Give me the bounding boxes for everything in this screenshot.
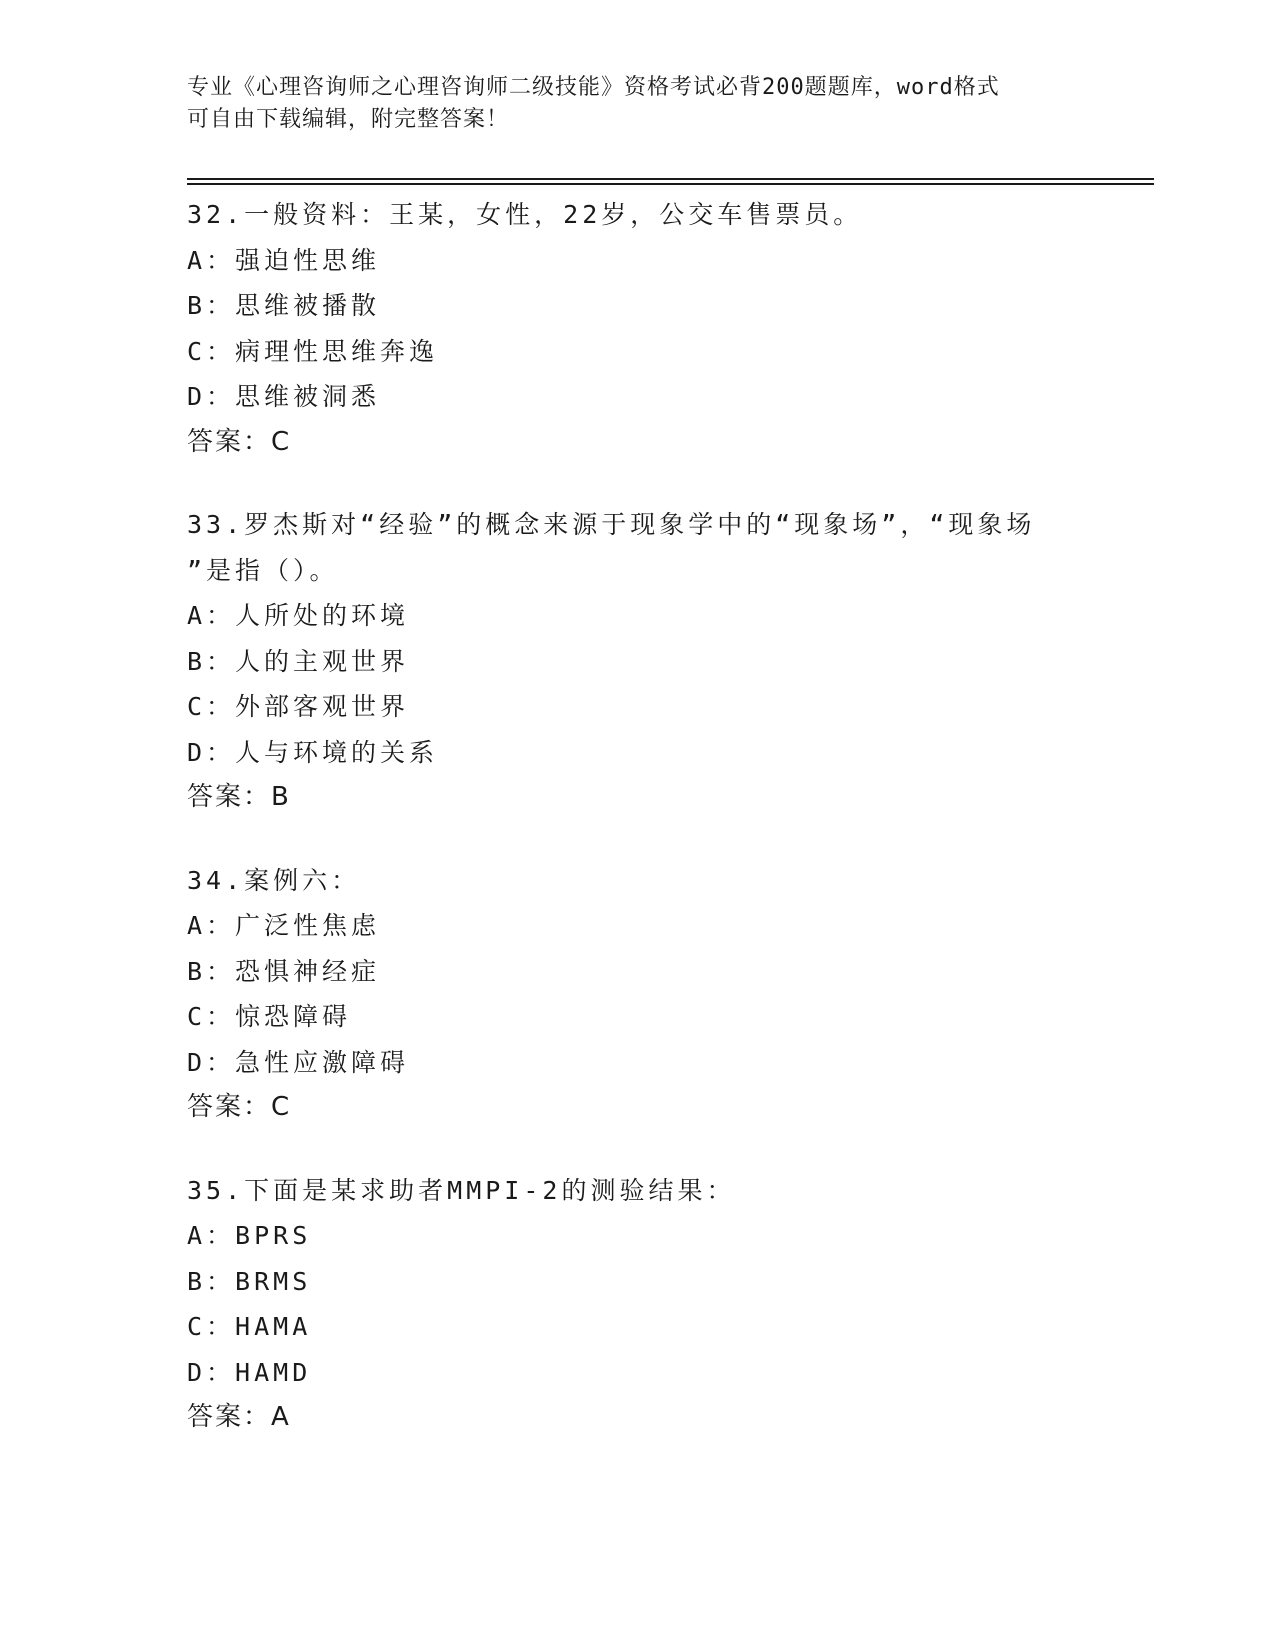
answer: 答案：A bbox=[187, 1402, 291, 1432]
option-c: C：惊恐障碍 bbox=[187, 1002, 352, 1031]
question-stem: 34.案例六： bbox=[187, 865, 361, 895]
question-35 bbox=[187, 1168, 1087, 1441]
option-c: C：病理性思维奔逸 bbox=[187, 336, 439, 366]
option-d: D：思维被洞悉 bbox=[187, 382, 381, 411]
question-stem: 33.罗杰斯对“经验”的概念来源于现象学中的“现象场”，“现象场 bbox=[187, 510, 1036, 539]
question-stem: 32.一般资料：王某，女性，22岁，公交车售票员。 bbox=[187, 200, 863, 229]
option-d: D：急性应激障碍 bbox=[187, 1047, 410, 1077]
header-divider-top bbox=[187, 178, 1154, 180]
option-c: C：HAMA bbox=[187, 1312, 312, 1341]
answer: 答案：B bbox=[187, 782, 291, 812]
option-d: D：人与环境的关系 bbox=[187, 737, 439, 767]
question-33 bbox=[187, 502, 1087, 821]
question-stem-continued: ”是指（）。 bbox=[187, 555, 339, 585]
option-b: B：BRMS bbox=[187, 1266, 312, 1296]
question-stem: 35.下面是某求助者MMPI-2的测验结果： bbox=[187, 1175, 736, 1205]
option-b: B：人的主观世界 bbox=[187, 646, 410, 676]
option-a: A：强迫性思维 bbox=[187, 245, 381, 275]
document-header bbox=[187, 72, 1087, 136]
header-divider-bottom bbox=[187, 183, 1154, 185]
option-b: B：恐惧神经症 bbox=[187, 956, 381, 986]
option-a: A：BPRS bbox=[187, 1221, 312, 1250]
question-list bbox=[187, 192, 1087, 1478]
option-c: C：外部客观世界 bbox=[187, 692, 410, 721]
header-line: 专业《心理咨询师之心理咨询师二级技能》资格考试必背200题题库，word格式 bbox=[187, 75, 1000, 100]
header-line: 可自由下载编辑，附完整答案！ bbox=[187, 107, 510, 132]
option-d: D：HAMD bbox=[187, 1357, 312, 1387]
option-a: A：广泛性焦虑 bbox=[187, 911, 381, 940]
answer: 答案：C bbox=[187, 426, 292, 457]
answer: 答案：C bbox=[187, 1092, 292, 1122]
question-34 bbox=[187, 858, 1087, 1131]
option-b: B：思维被播散 bbox=[187, 291, 381, 320]
question-32 bbox=[187, 192, 1087, 465]
option-a: A：人所处的环境 bbox=[187, 601, 410, 630]
